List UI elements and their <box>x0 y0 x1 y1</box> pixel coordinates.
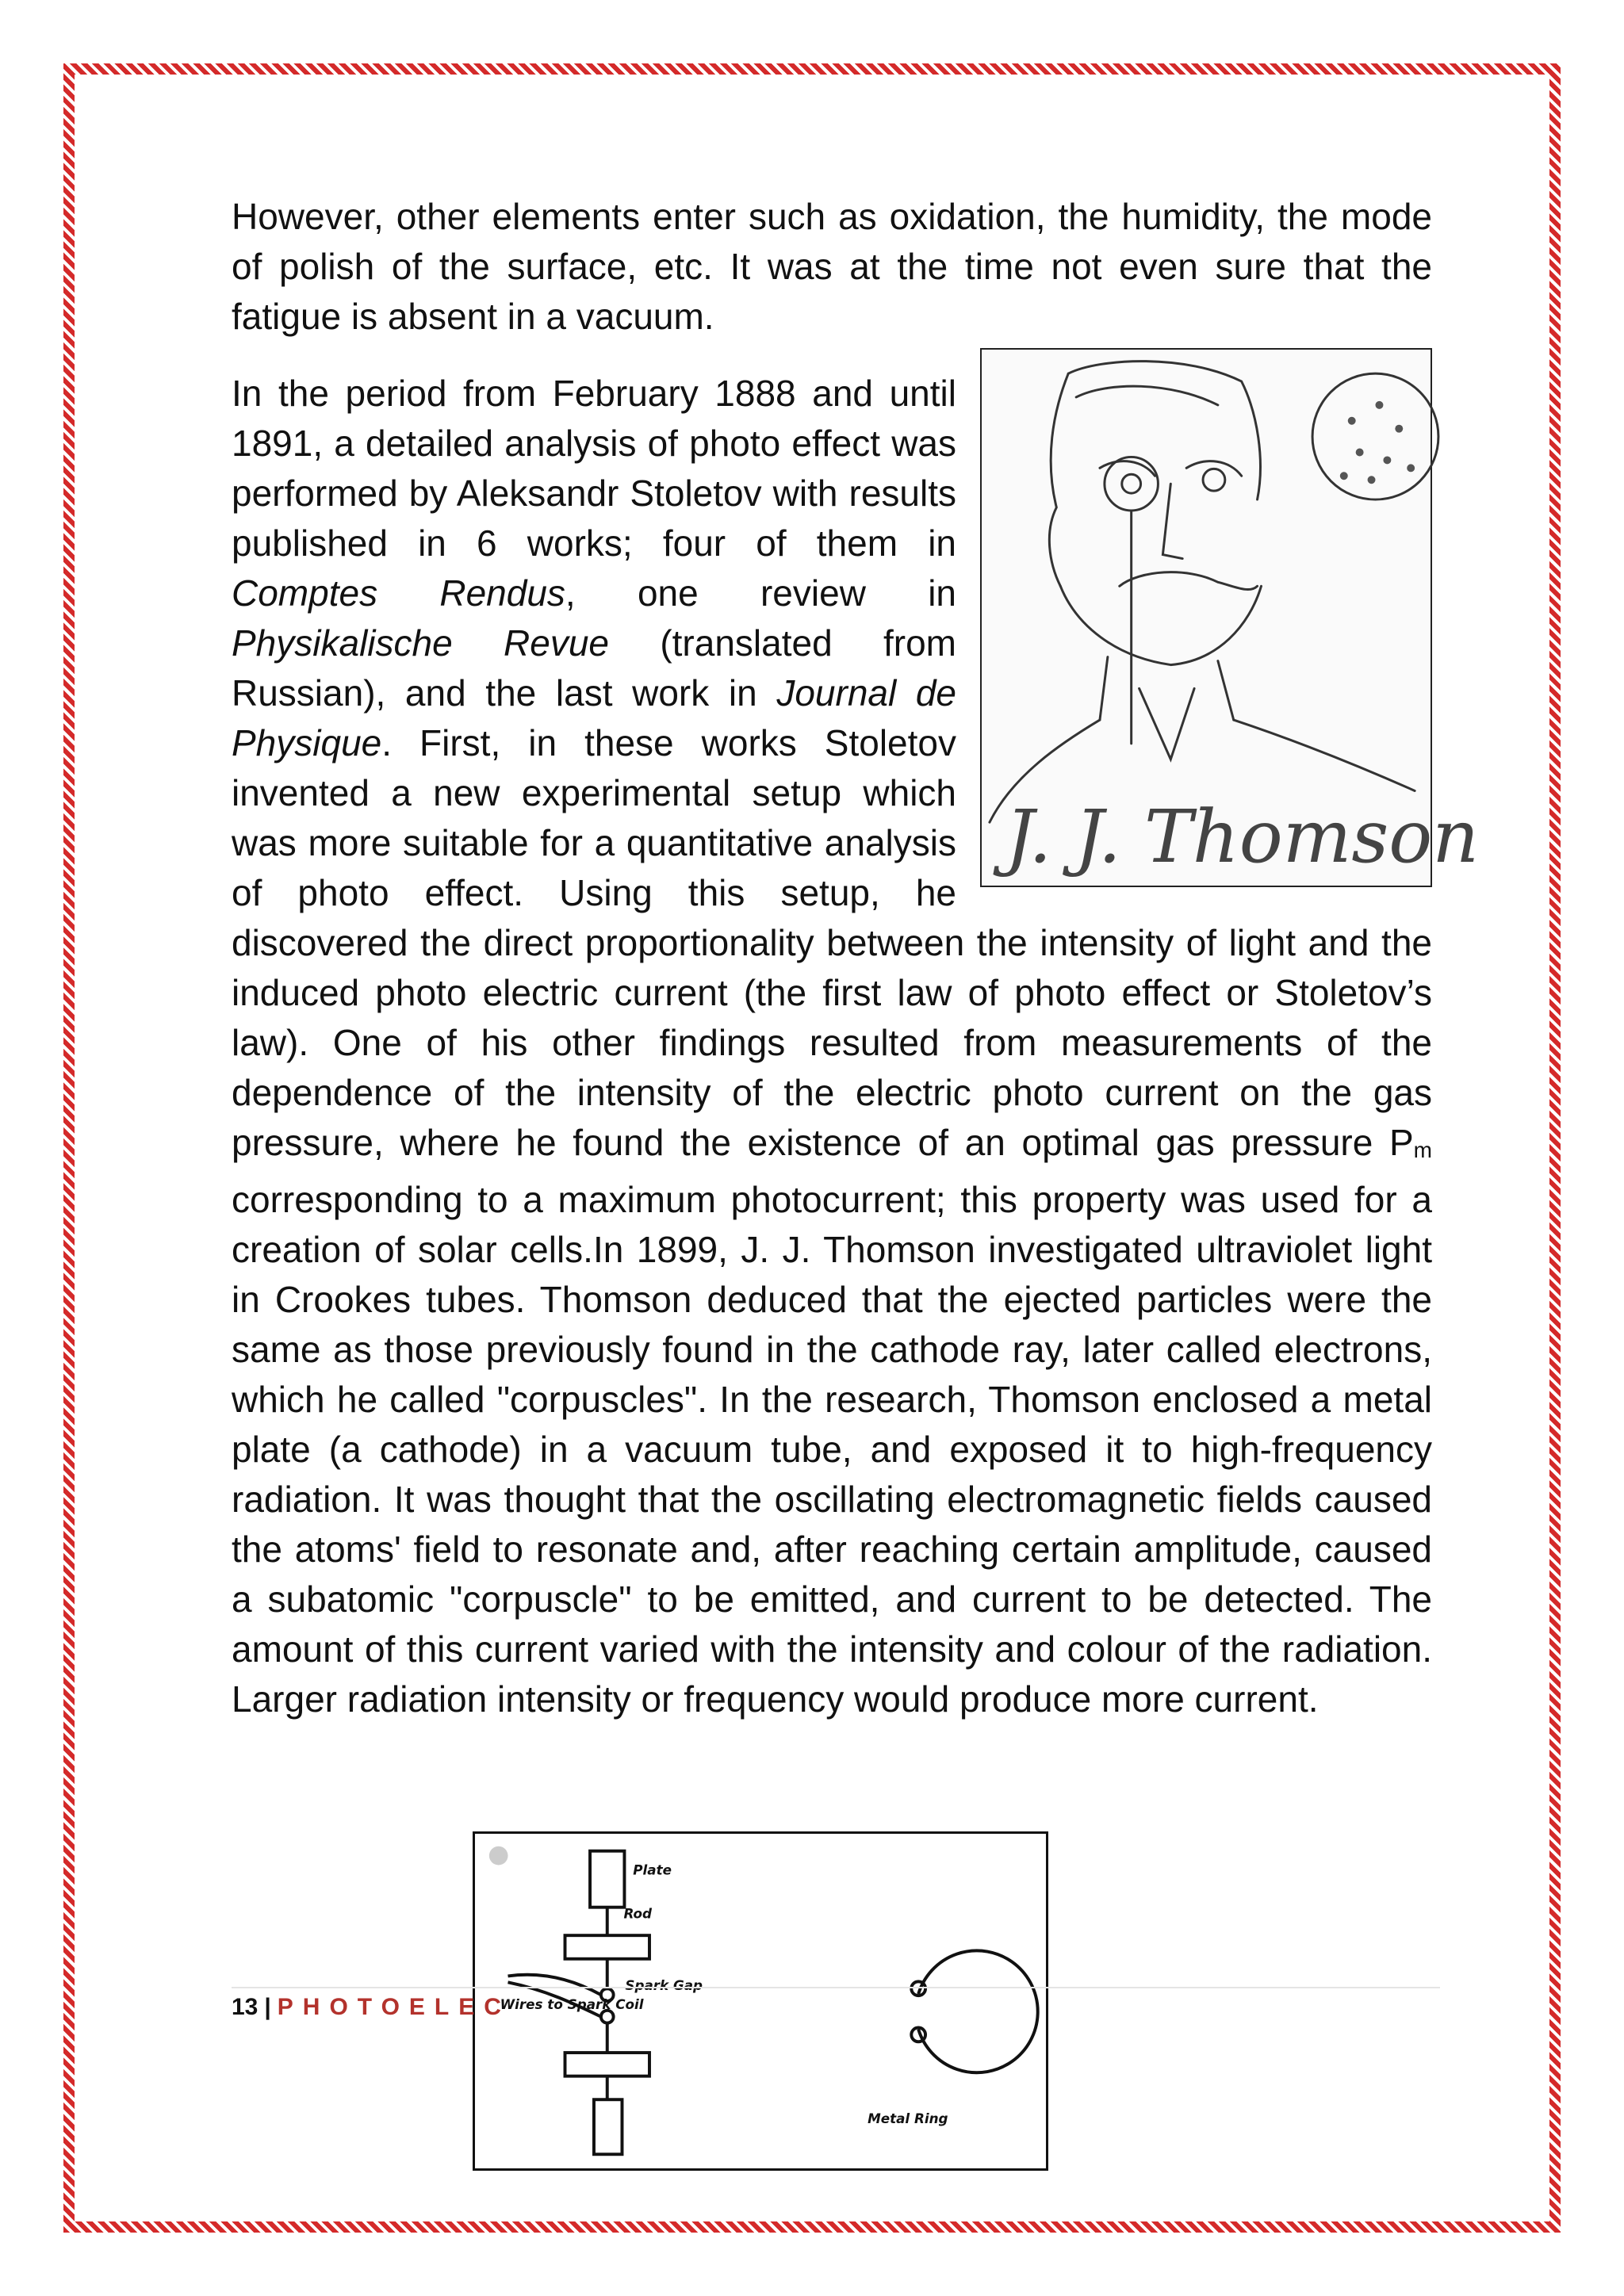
footer-divider <box>232 1987 1440 1988</box>
journal-comptes-rendus: Comptes Rendus <box>232 572 565 614</box>
paragraph-stoletov-text-1: In the period from February 1888 and until 1891, a detailed analysis of photo effect was performed by Aleksandr Stoletov with results published in 6 works; four of them in <box>232 373 956 564</box>
page-number: 13 <box>232 1994 259 2020</box>
spark-gap-apparatus-diagram <box>473 1831 1048 2171</box>
label-rod: Rod <box>623 1905 653 1922</box>
thomson-portrait-sketch <box>980 348 1480 887</box>
running-title: PHOTOELEC <box>277 1994 511 2020</box>
page-footer <box>232 1994 511 2021</box>
journal-de-physique: Journal de Physique <box>232 672 957 763</box>
portrait-signature: J. J. Thomson <box>1005 794 1480 879</box>
label-spark-gap: Spark Gap <box>625 1977 703 1994</box>
paragraph-stoletov-text-4: . First, in these works Stoletov invented a new experimental setup which was more suitable for a quantitative analysis of photo effect. Using this setup, he discovered the direct proportionality between the intensity of light and the induced photo electric current (the first law of photo effect or Stoletov’s law). One of his other findings resulted from measurements of the dependence of the intensity of the electric photo current on the gas pressure, where he found the existence of an optimal gas pressure P <box>232 722 1432 1163</box>
paragraph-stoletov-text-2: , one review in <box>565 572 956 614</box>
footer-separator: | <box>264 1994 271 2020</box>
pressure-subscript: m <box>1413 1138 1432 1162</box>
label-metal-ring: Metal Ring <box>868 2110 948 2126</box>
close-icon <box>489 1846 508 1866</box>
apparatus-drawing <box>475 1834 1046 2168</box>
paragraph-stoletov-text-5: corresponding to a maximum photocurrent; this property was used for a creation of solar cells.In 1899, J. J. Thomson investigated ultraviolet light in Crookes tubes. Thomson deduced that the ejected particles were the same as those previously found in the cathode ray, later called electrons, which he called "corpuscles". In the research, Thomson enclosed a metal plate (a cathode) in a vacuum tube, and exposed it to high-frequency radiation. It was thought that the oscillating electromagnetic fields caused the atoms' field to resonate and, after reaching certain amplitude, caused a subatomic "corpuscle" to be emitted, and current to be detected. The amount of this current varied with the intensity and colour of the radiation. Larger radiation intensity or frequency would produce more current. <box>232 1179 1432 1720</box>
journal-physikalische-revue: Physikalische Revue <box>232 622 609 664</box>
label-wires: Wires to Spark Coil <box>500 1996 644 2012</box>
thomson-portrait-drawing <box>982 350 1480 886</box>
paragraph-stoletov-text-3: (translated from Russian), and the last work in <box>232 622 956 714</box>
label-plate: Plate <box>633 1862 672 1878</box>
paragraph-oxidation: However, other elements enter such as oxidation, the humidity, the mode of polish of the surface, etc. It was at the time not even sure that the fatigue is absent in a vacuum. <box>232 196 1432 337</box>
paragraph-stoletov-container <box>232 369 1480 1724</box>
